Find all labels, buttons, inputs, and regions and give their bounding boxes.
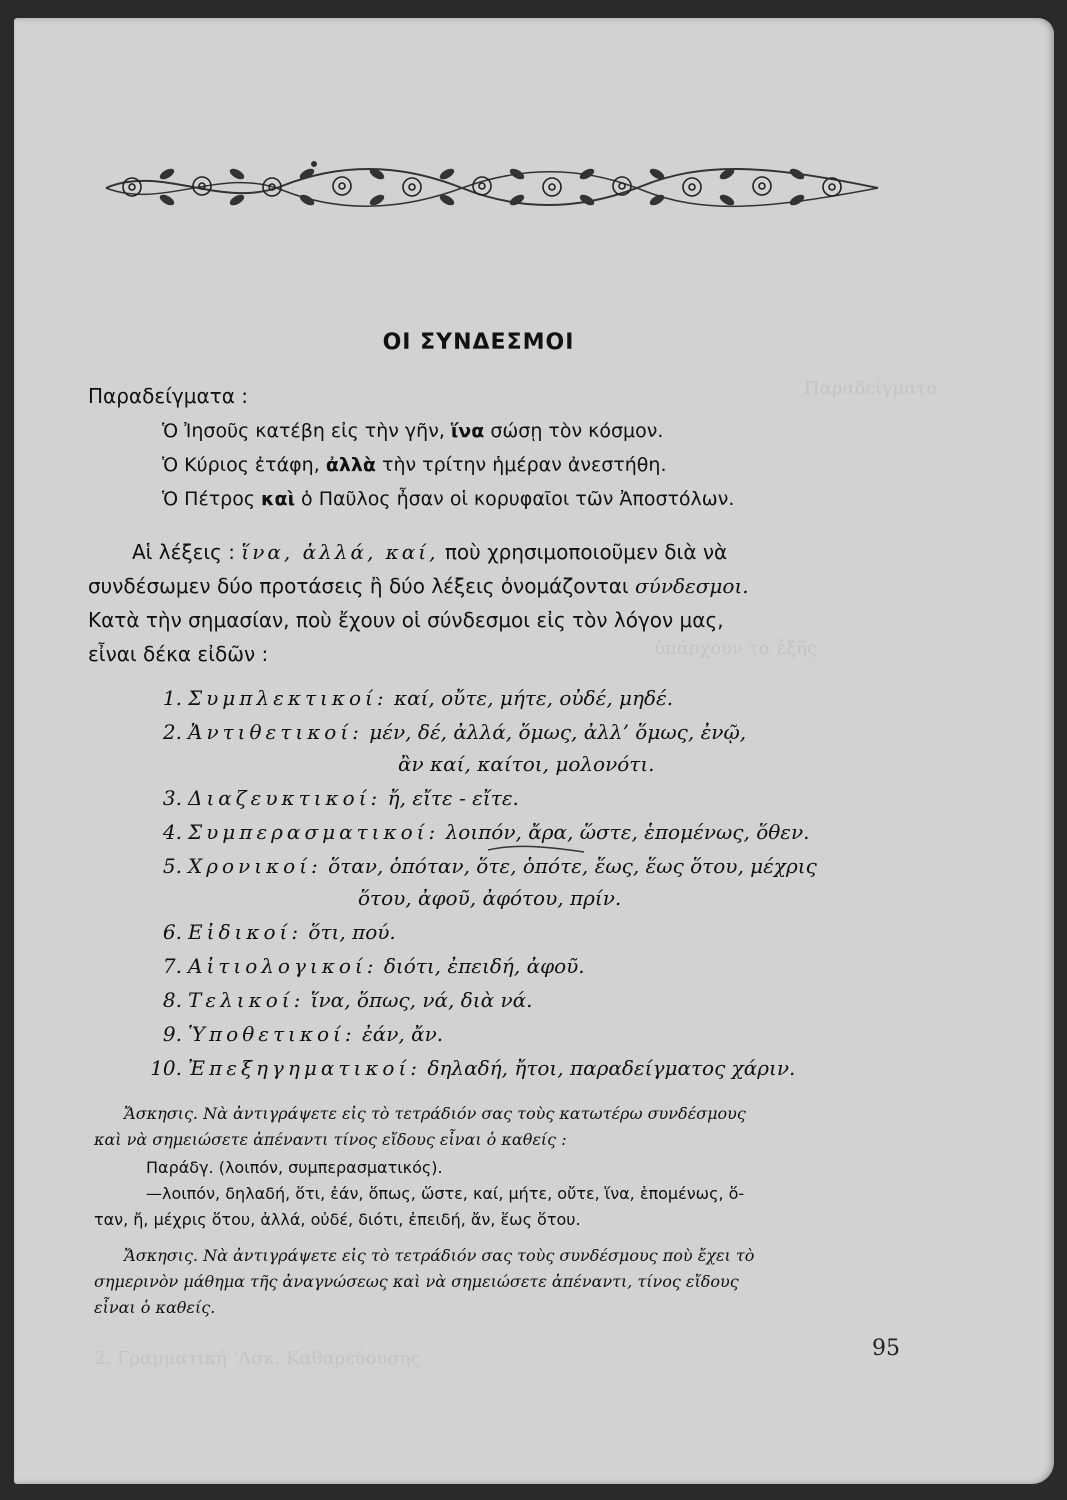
category-item: 7. Αἰτιολογικοί: διότι, ἐπειδή, ἀφοῦ. <box>162 954 585 978</box>
exercise-2-text: Ἄσκησις. Νὰ ἀντιγράψετε εἰς τὸ τετράδιόν σας τοὺς συνδέσμους ποὺ ἔχει τὸ <box>124 1246 755 1265</box>
category-item: 6. Εἰδικοί: ὅτι, πού. <box>162 920 396 944</box>
examples-heading: Παραδείγματα : <box>88 384 248 408</box>
category-item: 1. Συμπλεκτικοί: καί, οὔτε, μήτε, οὐδέ, μηδέ. <box>162 686 674 710</box>
page-number: 95 <box>872 1336 900 1361</box>
bleed-through-text: Παραδείγματα <box>804 378 939 399</box>
exercise-1-list: —λοιπόν, δηλαδή, ὅτι, ἐάν, ὅπως, ὥστε, καί, μήτε, οὔτε, ἵνα, ἑπομένως, ὅ- <box>146 1184 745 1203</box>
category-item: 3. Διαζευκτικοί: ἤ, εἴτε - εἴτε. <box>162 786 519 810</box>
exercise-1-text: Ἄσκησις. Νὰ ἀντιγράψετε εἰς τὸ τετράδιόν σας τοὺς κατωτέρω συνδέσμους <box>124 1104 746 1123</box>
book-page <box>14 18 1054 1484</box>
example-sentence: Ὁ Πέτρος καὶ ὁ Παῦλος ἦσαν οἱ κορυφαῖοι τῶν Ἀποστόλων. <box>162 488 735 510</box>
floral-ornament-border <box>102 158 882 216</box>
category-continuation: ἂν καί, καίτοι, μολονότι. <box>398 752 655 776</box>
category-item: 2. Ἀντιθετικοί: μέν, δέ, ἀλλά, ὅμως, ἀλλ’ ὅμως, ἐνῷ, <box>162 720 747 744</box>
category-item: 4. Συμπερασματικοί: λοιπόν, ἄρα, ὥστε, ἑπομένως, ὅθεν. <box>162 820 810 844</box>
pencil-underline-mark <box>484 840 594 856</box>
paragraph-line: Κατὰ τὴν σημασίαν, ποὺ ἔχουν οἱ σύνδεσμοι εἰς τὸν λόγον μας, <box>88 608 724 632</box>
example-sentence: Ὁ Ἰησοῦς κατέβη εἰς τὴν γῆν, ἵνα σώσῃ τὸν κόσμον. <box>162 420 664 442</box>
paragraph-line: Αἱ λέξεις : ἵνα, ἀλλά, καί, ποὺ χρησιμοποιοῦμεν διὰ νὰ <box>132 540 728 564</box>
exercise-1-example: Παράδγ. (λοιπόν, συμπερασματικός). <box>146 1158 443 1177</box>
category-item: 5. Χρονικοί: ὅταν, ὁπόταν, ὅτε, ὁπότε, ἕως, ἕως ὅτου, μέχρις <box>162 854 817 878</box>
category-item: 10. Ἐπεξηγηματικοί: δηλαδή, ἤτοι, παραδείγματος χάριν. <box>150 1056 796 1080</box>
paragraph-line: εἶναι δέκα εἰδῶν : <box>88 642 269 666</box>
paragraph-line: συνδέσωμεν δύο προτάσεις ἢ δύο λέξεις ὀνομάζονται σύνδεσμοι. <box>88 574 749 598</box>
category-item: 8. Τελικοί: ἵνα, ὅπως, νά, διὰ νά. <box>162 988 533 1012</box>
example-sentence: Ὁ Κύριος ἐτάφη, ἀλλὰ τὴν τρίτην ἡμέραν ἀνεστήθη. <box>162 454 667 476</box>
page-title: ΟΙ ΣΥΝΔΕΣΜΟΙ <box>382 330 575 355</box>
category-continuation: ὅτου, ἀφοῦ, ἀφότου, πρίν. <box>358 886 622 910</box>
exercise-2-text: εἶναι ὁ καθείς. <box>94 1298 216 1317</box>
bleed-through-text: 2. Γραμματική ʼΑσκ. Καθαρεύουσης <box>94 1348 421 1369</box>
exercise-1-text: καὶ νὰ σημειώσετε ἀπέναντι τίνος εἴδους εἶναι ὁ καθείς : <box>94 1130 567 1149</box>
exercise-1-list: ταν, ἤ, μέχρις ὅτου, ἀλλά, οὐδέ, διότι, ἐπειδή, ἄν, ἕως ὅτου. <box>94 1210 581 1229</box>
bleed-through-text: ὑπάρχουν τὰ ἑξῆς <box>654 638 818 659</box>
category-item: 9. Ὑποθετικοί: ἐάν, ἄν. <box>162 1022 444 1046</box>
exercise-2-text: σημερινὸν μάθημα τῆς ἀναγνώσεως καὶ νὰ σημειώσετε ἀπέναντι, τίνος εἴδους <box>94 1272 739 1291</box>
